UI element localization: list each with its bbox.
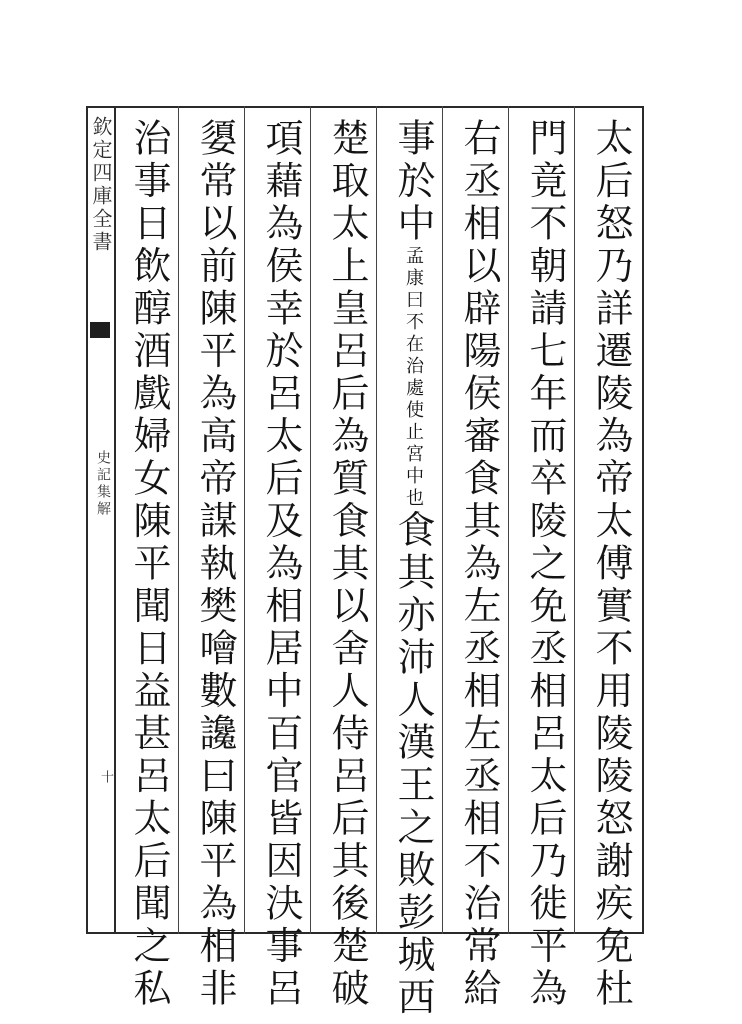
column-rule: [244, 106, 245, 934]
text-column-1: 太后怒乃詳遷陵為帝太傅實不用陵陵怒謝疾免杜: [589, 118, 633, 1011]
column-rule: [442, 106, 443, 934]
text-column-4: [384, 118, 442, 1020]
fish-tail-mark: [90, 322, 110, 338]
text-column-6: 項藉為侯幸於呂太后及為相居中百官皆因決事呂: [259, 118, 303, 1011]
column-rule: [508, 106, 509, 934]
column-4-head: 事於中: [391, 118, 435, 246]
column-rule: [376, 106, 377, 934]
text-column-7: 嬃常以前陳平為高帝謀執樊噲數讒曰陳平為相非: [193, 118, 237, 1011]
column-rule: [310, 106, 311, 934]
column-rule: [178, 106, 179, 934]
margin-title: 欽定四庫全書: [89, 116, 113, 254]
text-column-2: 門竟不朝請七年而卒陵之免丞相呂太后乃徙平為: [523, 118, 567, 1011]
margin-series-title: 史記集解: [95, 450, 111, 518]
margin-page-number: 十: [98, 770, 113, 783]
commentary-right: 孟康曰不在治: [403, 245, 424, 378]
column-4-tail: 食其亦沛人漢王之敗彭城西: [391, 509, 435, 1020]
column-rule: [574, 106, 575, 934]
text-column-3: 右丞相以辟陽侯審食其為左丞相左丞相不治常給: [457, 118, 501, 1011]
text-column-5: 楚取太上皇呂后為質食其以舍人侍呂后其後楚破: [325, 118, 369, 1011]
text-column-8: 治事日飲醇酒戲婦女陳平聞日益甚呂太后聞之私: [127, 118, 171, 1011]
commentary-left: 處使止宮中也: [403, 377, 424, 510]
